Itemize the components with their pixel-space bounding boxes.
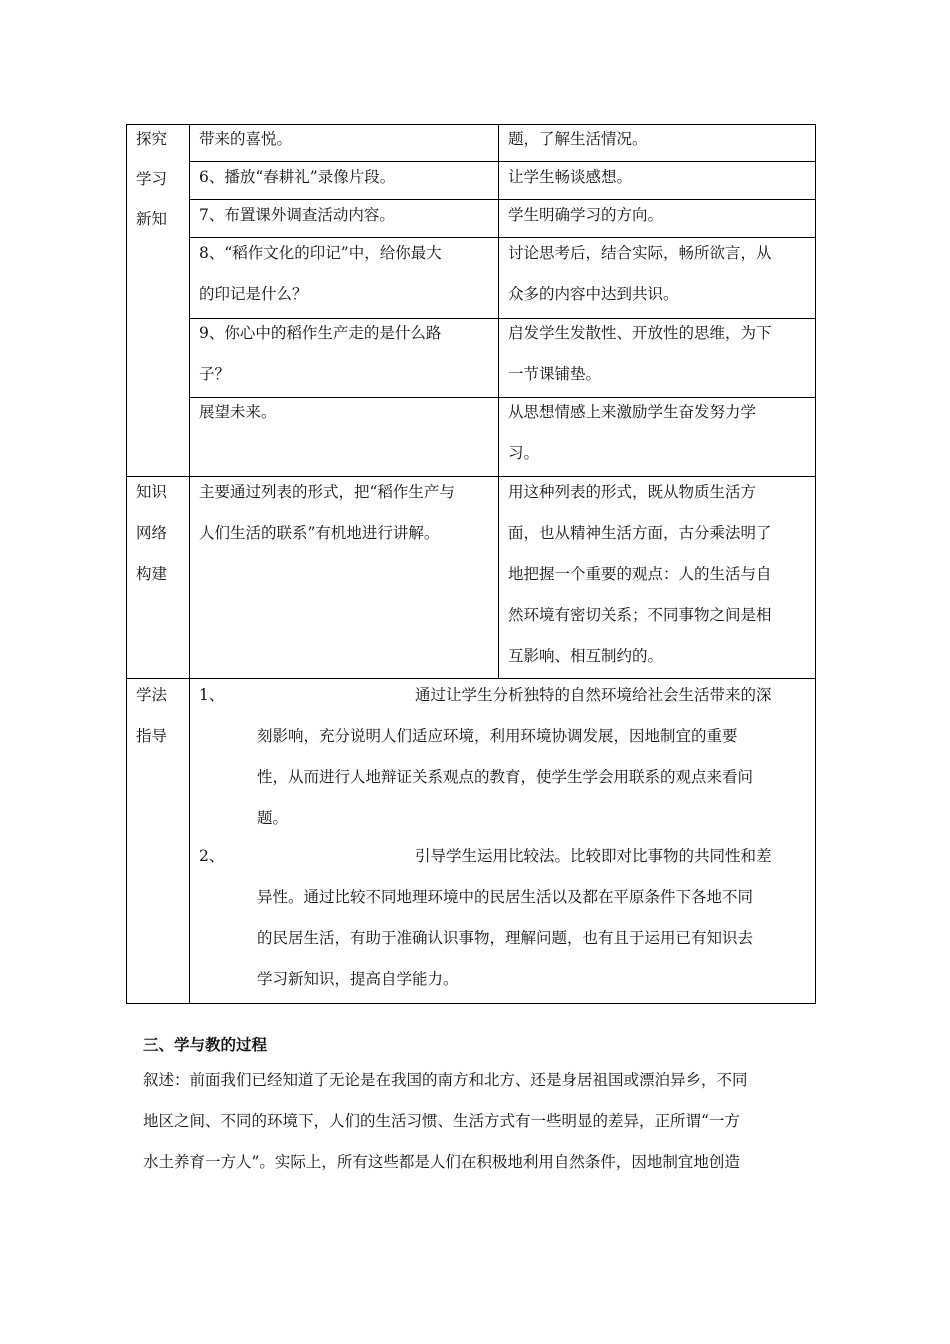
item-number: 1、: [199, 686, 225, 704]
cell-note: 让学生畅谈感想。: [508, 168, 633, 186]
cell-note: 启发学生发散性、开放性的思维，为下: [508, 324, 772, 342]
table-row-divider: [189, 161, 816, 162]
table-section-divider: [126, 476, 816, 477]
cell-content: 7、布置课外调查活动内容。: [199, 206, 395, 224]
table-row-divider: [189, 397, 816, 398]
paragraph-line: 地区之间、不同的环境下，人们的生活习惯、生活方式有一些明显的差异，正所谓“一方: [143, 1112, 740, 1130]
item-text: 刻影响，充分说明人们适应环境，利用环境协调发展，因地制宜的重要: [257, 727, 738, 745]
cell-content: 6、播放“春耕礼”录像片段。: [199, 168, 396, 186]
item-text: 的民居生活，有助于准确认识事物，理解问题，也有且于运用已有知识去: [257, 929, 754, 947]
category-label: 学法: [136, 686, 168, 704]
cell-note: 从思想情感上来激励学生奋发努力学: [508, 403, 757, 421]
cell-content: 人们生活的联系”有机地进行讲解。: [199, 524, 440, 542]
category-label: 探究: [136, 130, 168, 148]
table-row-divider: [189, 237, 816, 238]
cell-note: 然环境有密切关系；不同事物之间是相: [508, 606, 772, 624]
cell-note: 互影响、相互制约的。: [508, 647, 664, 665]
item-number: 2、: [199, 847, 225, 865]
paragraph-line: 水土养育一方人”。实际上，所有这些都是人们在积极地利用自然条件，因地制宜地创造: [143, 1153, 740, 1171]
cell-note: 面，也从精神生活方面，古分乘法明了: [508, 524, 772, 542]
table-border-right: [815, 124, 816, 1004]
item-text: 异性。通过比较不同地理环境中的民居生活以及都在平原条件下各地不同: [257, 888, 754, 906]
table-col-divider-1: [189, 124, 190, 1004]
paragraph-line: 叙述：前面我们已经知道了无论是在我国的南方和北方、还是身居祖国或漂泊异乡，不同: [143, 1071, 748, 1089]
table-border-top: [126, 124, 816, 125]
table-row-divider: [189, 318, 816, 319]
category-label: 知识: [136, 483, 168, 501]
category-label: 学习: [136, 170, 168, 188]
category-label: 网络: [136, 524, 168, 542]
cell-note: 题，了解生活情况。: [508, 130, 648, 148]
table-row-divider: [189, 199, 816, 200]
item-text: 学习新知识，提高自学能力。: [257, 970, 459, 988]
cell-note: 地把握一个重要的观点：人的生活与自: [508, 565, 772, 583]
cell-note: 用这种列表的形式，既从物质生活方: [508, 483, 757, 501]
category-label: 构建: [136, 565, 168, 583]
item-text: 通过让学生分析独特的自然环境给社会生活带来的深: [415, 686, 772, 704]
item-text: 题。: [257, 809, 289, 827]
cell-content: 8、“稻作文化的印记”中，给你最大: [199, 244, 442, 262]
cell-content: 的印记是什么？: [199, 285, 308, 303]
table-section-divider: [126, 678, 816, 679]
item-text: 引导学生运用比较法。比较即对比事物的共同性和差: [415, 847, 772, 865]
category-label: 新知: [136, 210, 168, 228]
section-heading: 三、学与教的过程: [143, 1036, 268, 1054]
item-text: 性，从而进行人地辩证关系观点的教育，使学生学会用联系的观点来看问: [257, 768, 754, 786]
cell-content: 9、你心中的稻作生产走的是什么路: [199, 324, 442, 342]
cell-content: 主要通过列表的形式，把“稻作生产与: [199, 483, 455, 501]
cell-note: 众多的内容中达到共识。: [508, 285, 679, 303]
cell-note: 一节课铺垫。: [508, 365, 602, 383]
table-col-divider-2: [498, 124, 499, 678]
cell-content: 子？: [199, 365, 231, 383]
cell-content: 带来的喜悦。: [199, 130, 293, 148]
cell-note: 习。: [508, 444, 540, 462]
category-label: 指导: [136, 727, 168, 745]
table-border-left: [126, 124, 127, 1004]
cell-note: 学生明确学习的方向。: [508, 206, 664, 224]
cell-content: 展望未来。: [199, 403, 277, 421]
table-border-bottom: [126, 1003, 816, 1004]
cell-note: 讨论思考后，结合实际，畅所欲言，从: [508, 244, 772, 262]
